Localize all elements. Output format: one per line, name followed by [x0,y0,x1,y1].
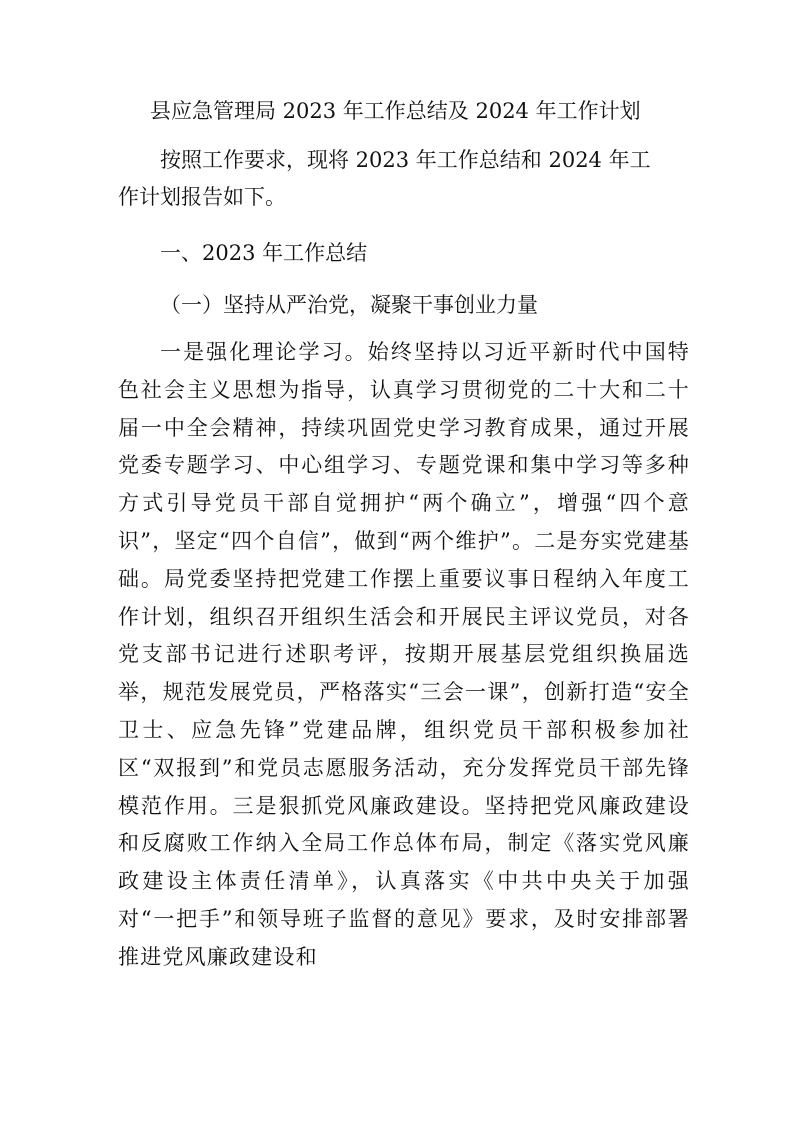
document-title: 县应急管理局 2023 年工作总结及 2024 年工作计划 [150,99,641,123]
subsection-heading: （一）坚持从严治党，凝聚干事创业力量 [160,293,538,317]
intro-line-1: 按照工作要求，现将 2023 年工作总结和 2024 年工 [160,148,651,172]
body-paragraph: 一是强化理论学习。始终坚持以习近平新时代中国特色社会主义思想为指导，认真学习贯彻党的二十大和二十届一中全会精神，持续巩固党史学习教育成果，通过开展党委专题学习、中心组学习、专题党课和集中学习等多种方式引导党员干部自觉拥护“两个确立”，增强“四个意识”，坚定“四个自信”，做到“两个维护”。二是夯实党建基础。局党委坚持把党建工作摆上重要议事日程纳入年度工作计划，组织召开组织生活会和开展民主评议党员，对各党支部书记进行述职考评，按期开展基层党组织换届选举，规范发展党员，严格落实“三会一课”，创新打造“安全卫士、应急先锋”党建品牌，组织党员干部积极参加社区“双报到”和党员志愿服务活动，充分发挥党员干部先锋模范作用。三是狠抓党风廉政建设。坚持把党风廉政建设和反腐败工作纳入全局工作总体布局，制定《落实党风廉政建设主体责任清单》，认真落实《中共中央关于加强对“一把手”和领导班子监督的意见》要求，及时安排部署推进党风廉政建设和 [118,340,690,969]
section-heading: 一、2023 年工作总结 [160,241,368,265]
intro-line-2: 作计划报告如下。 [118,185,286,209]
